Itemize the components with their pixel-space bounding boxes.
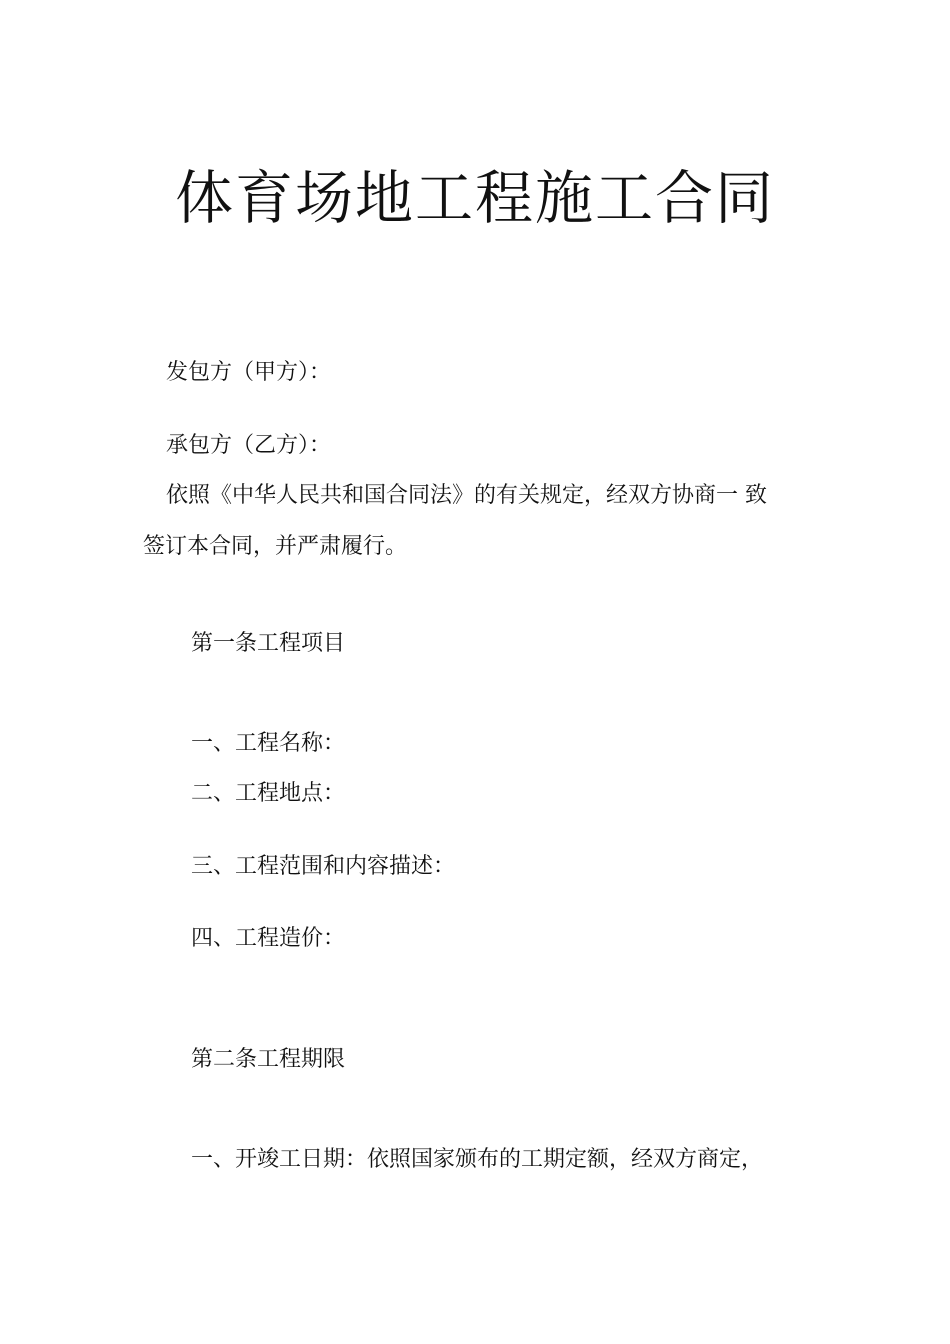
preamble-line-2: 签订本合同，并严肃履行。: [143, 534, 408, 559]
article-1-item: 四、工程造价：: [191, 926, 346, 951]
article-1-heading: 第一条工程项目: [191, 631, 346, 656]
preamble-line-1: 依照《中华人民共和国合同法》的有关规定，经双方协商一 致: [166, 483, 767, 508]
article-2-item: 一、开竣工日期：依照国家颁布的工期定额，经双方商定，: [191, 1147, 764, 1172]
party-b-line: 承包方（乙方）：: [166, 433, 332, 458]
document-title: 体育场地工程施工合同: [174, 164, 775, 232]
article-1-item: 二、工程地点：: [191, 781, 346, 806]
article-2-heading: 第二条工程期限: [191, 1047, 346, 1072]
article-1-item: 三、工程范围和内容描述：: [191, 854, 456, 879]
party-a-line: 发包方（甲方）：: [166, 360, 332, 385]
article-1-item: 一、工程名称：: [191, 731, 346, 756]
